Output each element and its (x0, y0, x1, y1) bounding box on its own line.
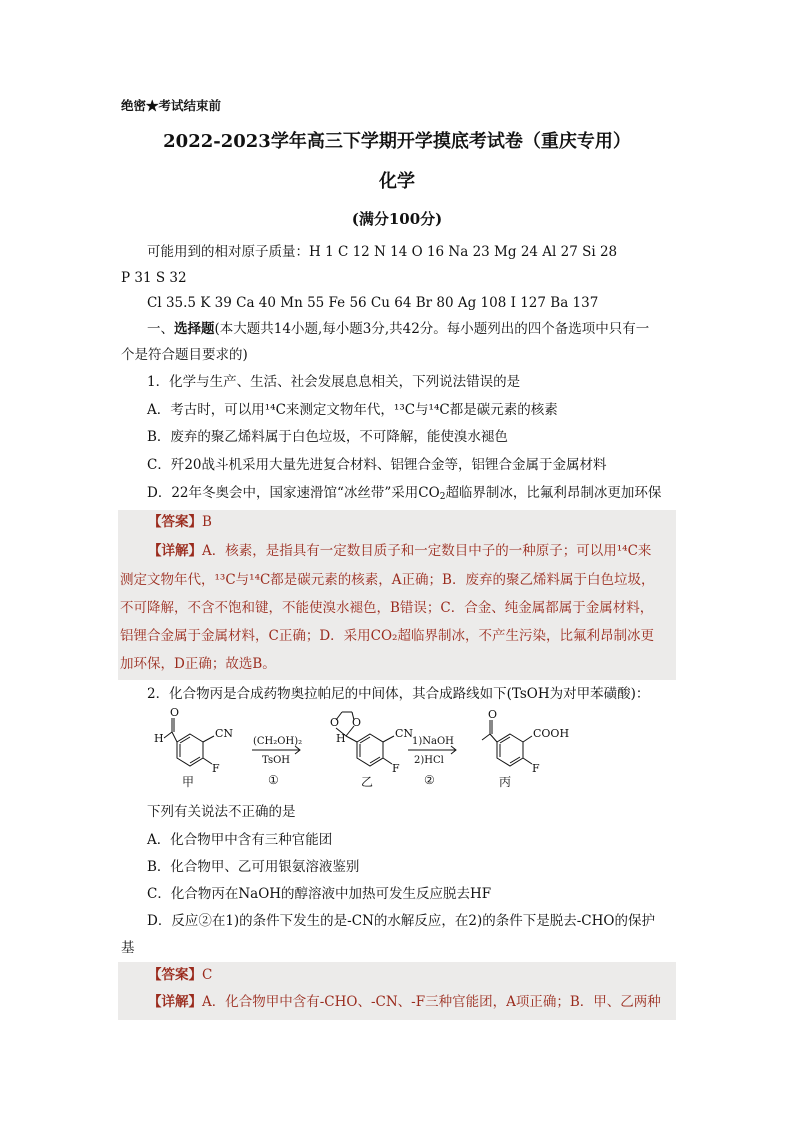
q1-explain-line1 (148, 542, 651, 560)
yi-f: F (392, 762, 400, 775)
q1-option-b: B．废弃的聚乙烯料属于白色垃圾，不可降解，能使溴水褪色 (147, 429, 508, 445)
q1-explain-line5: 加环保，D正确；故选B。 (120, 656, 276, 672)
step2-marker: ② (424, 773, 435, 787)
label-jia: 甲 (182, 775, 195, 789)
subject-title: 化学 (379, 171, 415, 192)
q2-stem: 2．化合物丙是合成药物奥拉帕尼的中间体，其合成路线如下(TsOH为对甲苯磺酸)： (147, 686, 650, 702)
section-prefix: 一、 (147, 321, 174, 337)
reagent1-bottom: TsOH (262, 755, 290, 766)
atomic-masses-line3: Cl 35.5 K 39 Ca 40 Mn 55 Fe 56 Cu 64 Br 80 Ag 108 I 127 Ba 137 (147, 295, 599, 311)
q1-answer-box (118, 510, 676, 680)
section-desc: (本大题共14小题,每小题3分,共42分。每小题列出的四个备选项中只有一 (214, 321, 650, 337)
q2-explain-line1 (148, 993, 661, 1011)
q1-option-d (147, 484, 661, 502)
yi-o1: O (330, 716, 340, 729)
q2-answer-tag: 【答案】 (148, 967, 202, 983)
q2-answer-box (118, 962, 676, 1020)
q1-explain-line4: 铝锂合金属于金属材料，C正确；D．采用CO₂超临界制冰，不产生污染，比氟利昂制冰更 (120, 628, 654, 644)
full-score: (满分100分) (351, 210, 443, 228)
q2-option-d-line1: D．反应②在1)的条件下发生的是-CN的水解反应，在2)的条件下是脱去-CHO的保护 (147, 913, 655, 929)
q1-option-d-text: D．22年冬奥会中，国家速滑馆“冰丝带”采用CO (147, 485, 440, 501)
yi-h: H (336, 732, 346, 745)
bing-o: O (488, 708, 498, 721)
q1-option-a: A．考古时，可以用¹⁴C来测定文物年代，¹³C与¹⁴C都是碳元素的核素 (147, 402, 558, 418)
q1-option-d-text2: 超临界制冰，比氟利昂制冰更加环保 (445, 485, 662, 501)
section-desc-line2: 个是符合题目要求的) (121, 347, 248, 363)
jia-cn: CN (215, 727, 234, 740)
q1-explain-text1: A．核素，是指具有一定数目质子和一定数目中子的一种原子；可以用¹⁴C来 (202, 543, 652, 559)
reagent1-top: (CH₂OH)₂ (253, 736, 303, 747)
jia-f: F (212, 762, 220, 775)
exam-title: 2022-2023学年高三下学期开学摸底考试卷（重庆专用） (163, 131, 631, 152)
reagent2-bottom: 2)HCl (414, 755, 444, 766)
ring-yi (357, 734, 383, 766)
q2-option-a: A．化合物甲中含有三种官能团 (147, 832, 333, 848)
label-bing: 丙 (499, 775, 512, 789)
synthesis-scheme (150, 706, 570, 798)
q2-prompt: 下列有关说法不正确的是 (147, 804, 296, 820)
jia-o: O (170, 706, 180, 719)
q2-explain-tag: 【详解】 (148, 994, 202, 1010)
label-yi: 乙 (361, 775, 374, 789)
atomic-masses-line2: P 31 S 32 (121, 270, 187, 286)
q1-explain-line2: 测定文物年代，¹³C与¹⁴C都是碳元素的核素，A正确；B．废弃的聚乙烯料属于白色垃圾， (120, 572, 655, 588)
q2-option-b: B．化合物甲、乙可用银氨溶液鉴别 (147, 859, 360, 875)
q2-option-d-line2: 基 (121, 940, 135, 956)
jia-h: H (154, 732, 164, 745)
q2-answer (148, 966, 212, 984)
yi-cn: CN (395, 727, 414, 740)
bing-f: F (532, 762, 540, 775)
section-heading (147, 320, 649, 338)
step1-marker: ① (268, 773, 279, 787)
q1-option-c: C．歼20战斗机采用大量先进复合材料、铝锂合金等，铝锂合金属于金属材料 (147, 457, 607, 473)
q1-answer (148, 513, 212, 531)
secret-mark: 绝密★考试结束前 (121, 98, 222, 113)
yi-o2: O (352, 716, 362, 729)
section-name: 选择题 (174, 321, 215, 337)
q2-option-c: C．化合物丙在NaOH的醇溶液中加热可发生反应脱去HF (147, 886, 492, 902)
q1-answer-value: B (202, 514, 212, 530)
reagent2-top: 1)NaOH (412, 736, 454, 747)
q2-explain-text1: A．化合物甲中含有-CHO、-CN、-F三种官能团，A项正确；B．甲、乙两种 (202, 994, 661, 1010)
q2-answer-value: C (202, 967, 213, 983)
q1-stem: 1．化学与生产、生活、社会发展息息相关，下列说法错误的是 (147, 374, 521, 390)
ring-jia (177, 734, 203, 766)
bing-cooh: COOH (533, 727, 570, 740)
ring-bing (497, 734, 523, 766)
q1-option-d-sub: 2 (439, 492, 446, 502)
q1-explain-line3: 不可降解，不含不饱和键，不能使溴水褪色，B错误；C．合金、纯金属都属于金属材料， (120, 600, 654, 616)
atomic-masses-line1: 可能用到的相对原子质量：H 1 C 12 N 14 O 16 Na 23 Mg 24 Al 27 Si 28 (147, 244, 618, 260)
q1-explain-tag: 【详解】 (148, 543, 202, 559)
q1-answer-tag: 【答案】 (148, 514, 202, 530)
